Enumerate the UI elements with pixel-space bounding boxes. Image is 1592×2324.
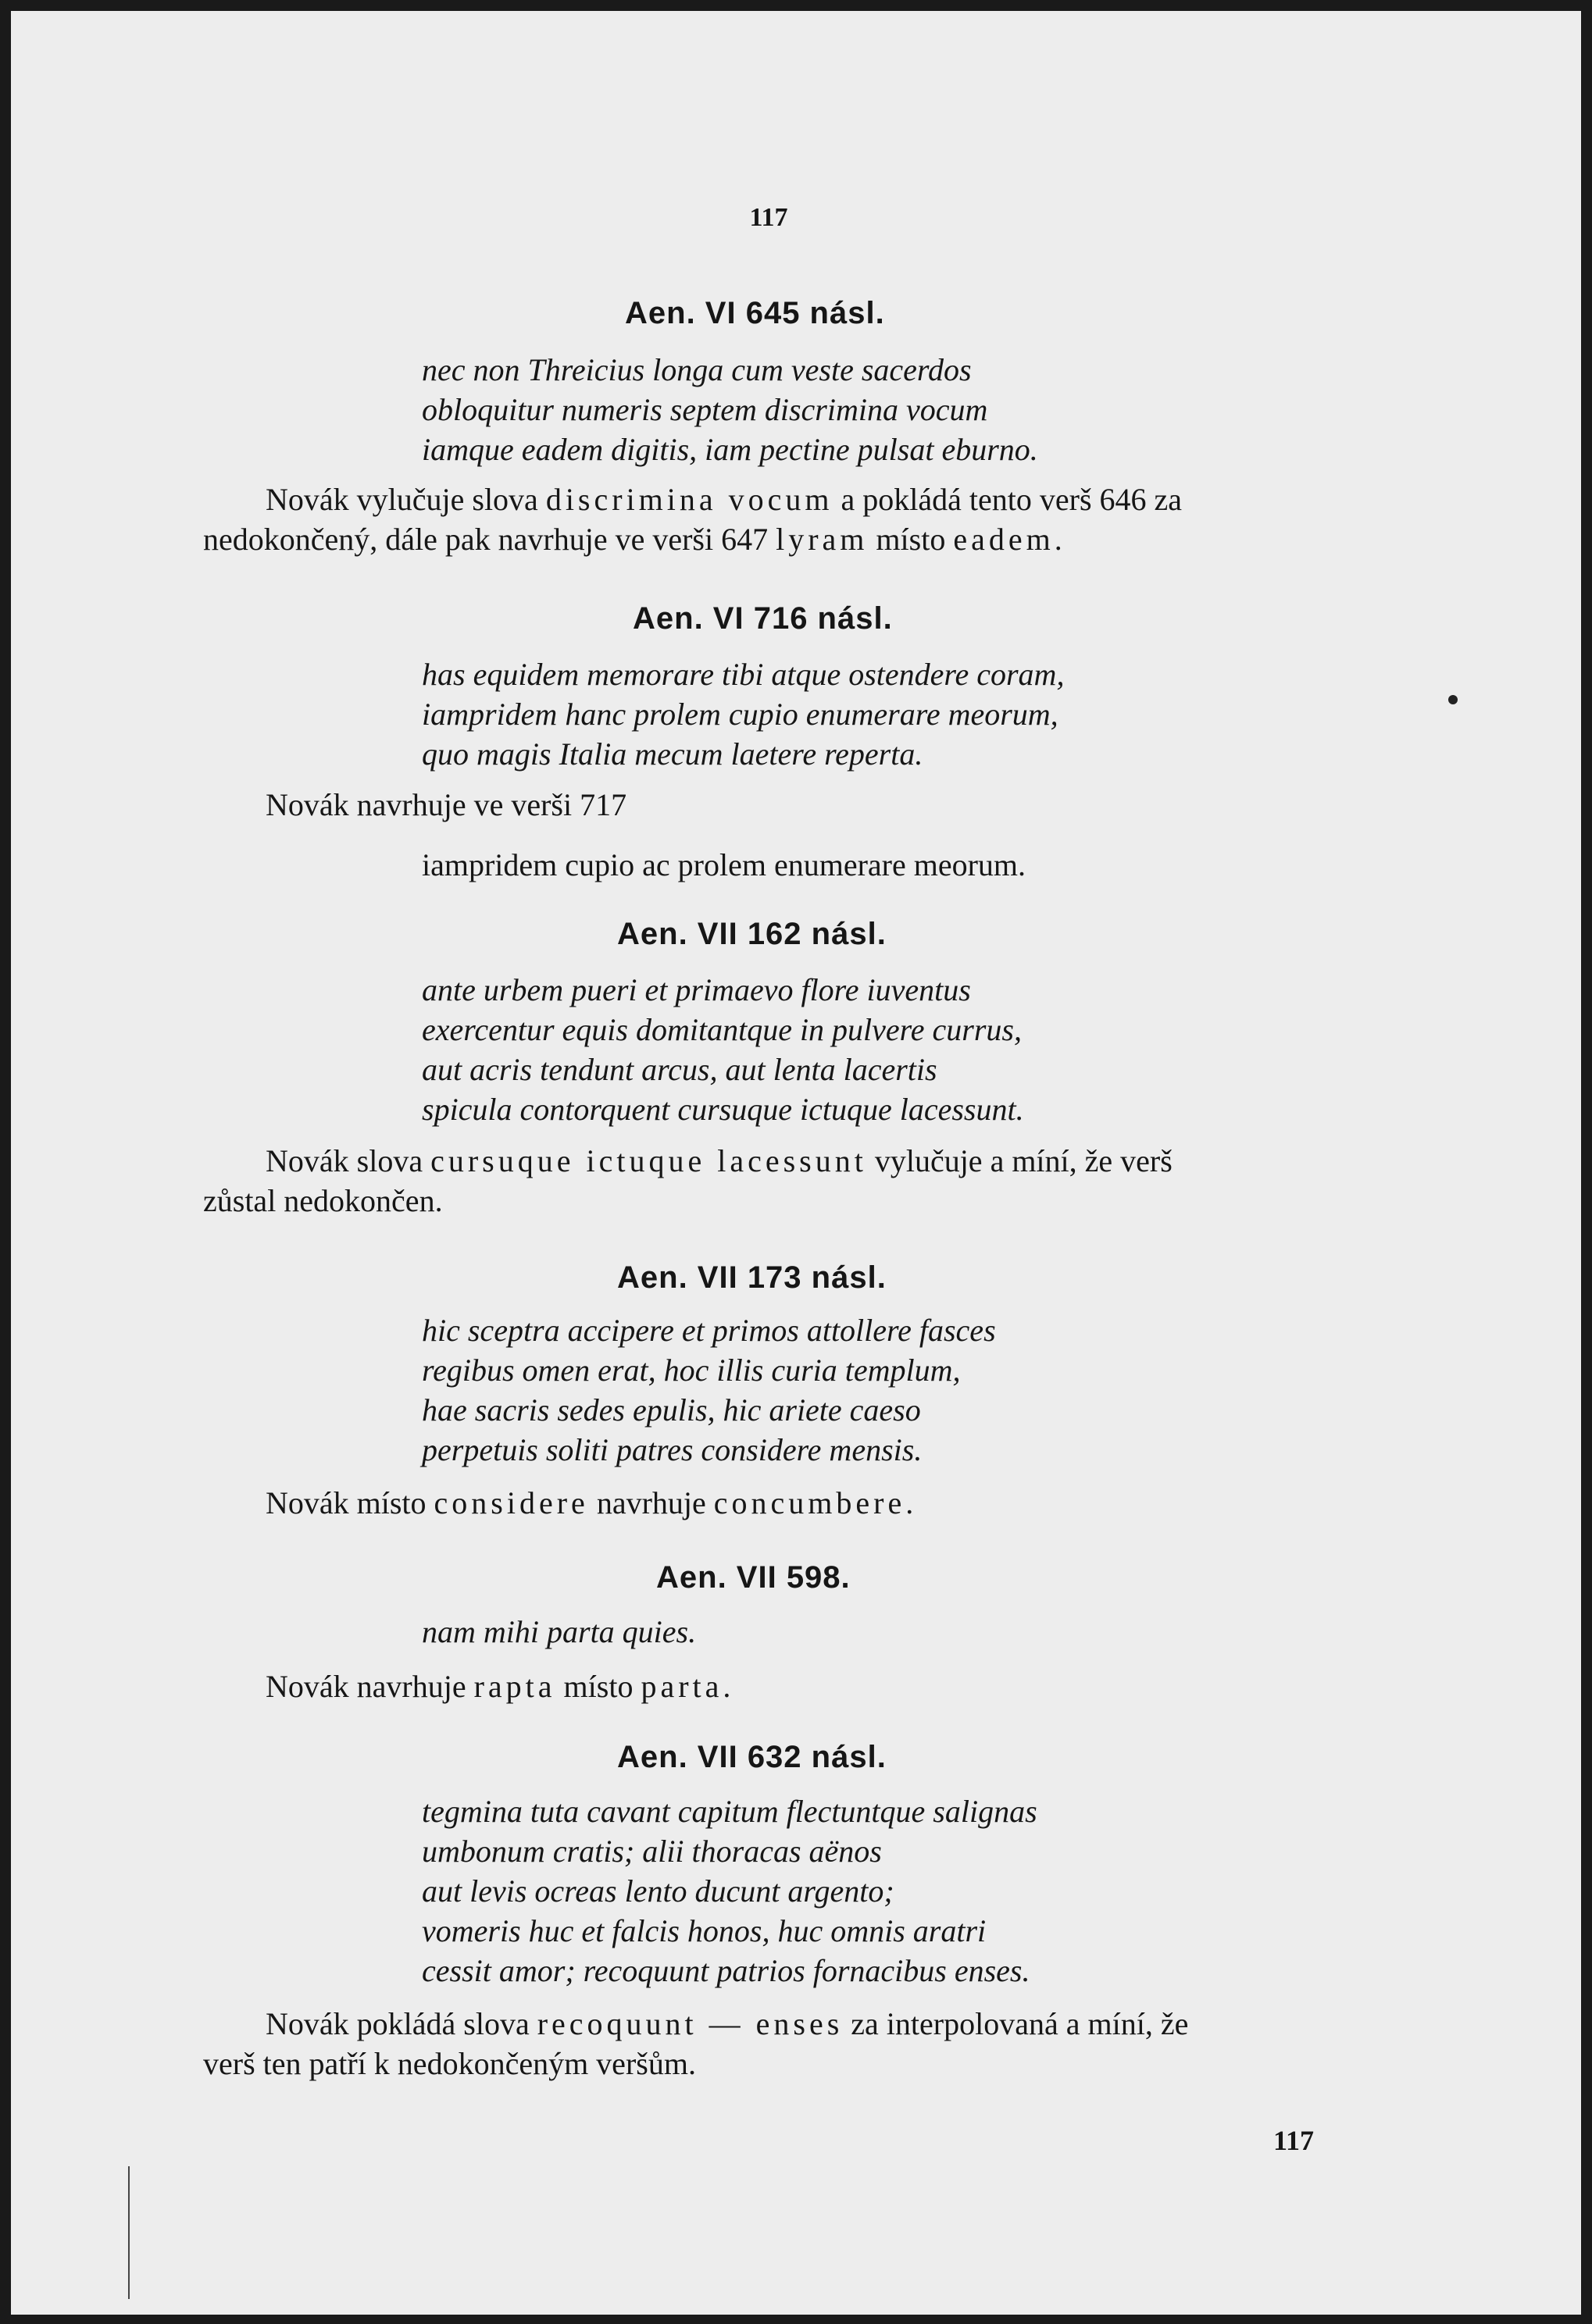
text-run: navrhuje	[588, 1485, 714, 1520]
text-run: Novák pokládá slova	[266, 2006, 537, 2041]
scan-edge-mark	[128, 2166, 130, 2299]
verse-line: umbonum cratis; alii thoracas aënos	[422, 1834, 882, 1869]
section-heading: Aen. VII 598.	[656, 1560, 851, 1595]
text-run: Novák slova	[266, 1143, 431, 1178]
text-run: Novák navrhuje	[266, 1669, 474, 1704]
text-run: .	[905, 1485, 914, 1520]
page-number-bottom: 117	[1273, 2125, 1315, 2156]
verse-block	[422, 1310, 996, 1470]
verse-line: has equidem memorare tibi atque ostendere coram,	[422, 657, 1065, 692]
commentary-paragraph	[266, 1666, 730, 1706]
commentary-line	[203, 1141, 1173, 1181]
emphasized-text: recoquunt — enses	[537, 2006, 844, 2041]
verse-block	[422, 350, 1038, 469]
text-run: .	[1054, 522, 1062, 557]
verse-line: aut acris tendunt arcus, aut lenta lacertis	[422, 1052, 937, 1087]
verse-line: quo magis Italia mecum laetere reperta.	[422, 736, 923, 772]
verse-line: spicula contorquent cursuque ictuque lacessunt.	[422, 1092, 1024, 1127]
section-heading: Aen. VII 632 násl.	[617, 1740, 887, 1774]
document-page	[11, 11, 1581, 2315]
page-number-top: 117	[749, 203, 788, 232]
commentary-paragraph	[203, 2004, 1188, 2083]
verse-line: iamque eadem digitis, iam pectine pulsat eburno.	[422, 432, 1038, 467]
verse-line: regibus omen erat, hoc illis curia templum,	[422, 1353, 961, 1388]
verse-block	[422, 1791, 1037, 1991]
section-heading: Aen. VI 716 násl.	[633, 601, 893, 636]
commentary-paragraph	[266, 1483, 913, 1523]
emphasized-text: rapta	[473, 1669, 556, 1704]
commentary-line	[266, 1483, 913, 1523]
emphasized-text: discrimina vocum	[545, 482, 833, 517]
section-heading: Aen. VII 173 násl.	[617, 1260, 887, 1295]
section-heading: Aen. VII 162 násl.	[617, 917, 887, 951]
verse-block	[422, 1612, 696, 1652]
commentary-paragraph	[203, 479, 1182, 559]
commentary-line	[266, 1666, 730, 1706]
ink-spot	[1448, 695, 1458, 704]
proposed-reading	[422, 845, 1026, 885]
text-run: za interpolovaná a míní, že	[843, 2006, 1189, 2041]
verse-line: aut levis ocreas lento ducunt argento;	[422, 1873, 894, 1909]
verse-line: perpetuis soliti patres considere mensis.	[422, 1432, 923, 1467]
verse-line: vomeris huc et falcis honos, huc omnis aratri	[422, 1913, 987, 1948]
text-run: vylučuje a míní, že verš	[866, 1143, 1173, 1178]
commentary-line: verš ten patří k nedokončeným veršům.	[203, 2046, 696, 2081]
commentary-line	[203, 519, 1182, 559]
commentary-line: Novák navrhuje ve verši 717	[266, 787, 627, 822]
commentary-line	[203, 2004, 1188, 2044]
commentary-line: zůstal nedokončen.	[203, 1183, 443, 1218]
verse-block	[422, 970, 1024, 1129]
verse-line: ante urbem pueri et primaevo flore iuventus	[422, 972, 971, 1007]
emphasized-text: cursuque ictuque lacessunt	[430, 1143, 867, 1178]
text-run: nedokončený, dále pak navrhuje ve verši 647	[203, 522, 776, 557]
verse-line: tegmina tuta cavant capitum flectuntque salignas	[422, 1794, 1037, 1829]
verse-line: cessit amor; recoquunt patrios fornacibus enses.	[422, 1953, 1030, 1988]
commentary-paragraph	[266, 785, 626, 825]
text-run: místo	[555, 1669, 641, 1704]
verse-line: obloquitur numeris septem discrimina vocum	[422, 392, 988, 427]
proposed-line: iampridem cupio ac prolem enumerare meorum.	[422, 847, 1026, 882]
emphasized-text: considere	[434, 1485, 589, 1520]
verse-line: nam mihi parta quies.	[422, 1614, 697, 1649]
commentary-line	[203, 479, 1182, 519]
text-run: Novák vylučuje slova	[266, 482, 546, 517]
emphasized-text: eadem	[953, 522, 1055, 557]
verse-block	[422, 654, 1064, 774]
verse-line: exercentur equis domitantque in pulvere currus,	[422, 1012, 1022, 1047]
text-run: Novák místo	[266, 1485, 434, 1520]
emphasized-text: parta	[641, 1669, 723, 1704]
text-run: místo	[868, 522, 954, 557]
verse-line: iampridem hanc prolem cupio enumerare meorum,	[422, 697, 1058, 732]
emphasized-text: lyram	[776, 522, 869, 557]
verse-line: nec non Threicius longa cum veste sacerdos	[422, 352, 972, 387]
verse-line: hae sacris sedes epulis, hic ariete caeso	[422, 1392, 921, 1428]
text-run: a pokládá tento verš 646 za	[833, 482, 1183, 517]
emphasized-text: concumbere	[713, 1485, 906, 1520]
section-heading: Aen. VI 645 násl.	[625, 296, 885, 330]
text-run: .	[723, 1669, 731, 1704]
commentary-paragraph	[203, 1141, 1173, 1221]
verse-line: hic sceptra accipere et primos attollere fasces	[422, 1313, 996, 1348]
